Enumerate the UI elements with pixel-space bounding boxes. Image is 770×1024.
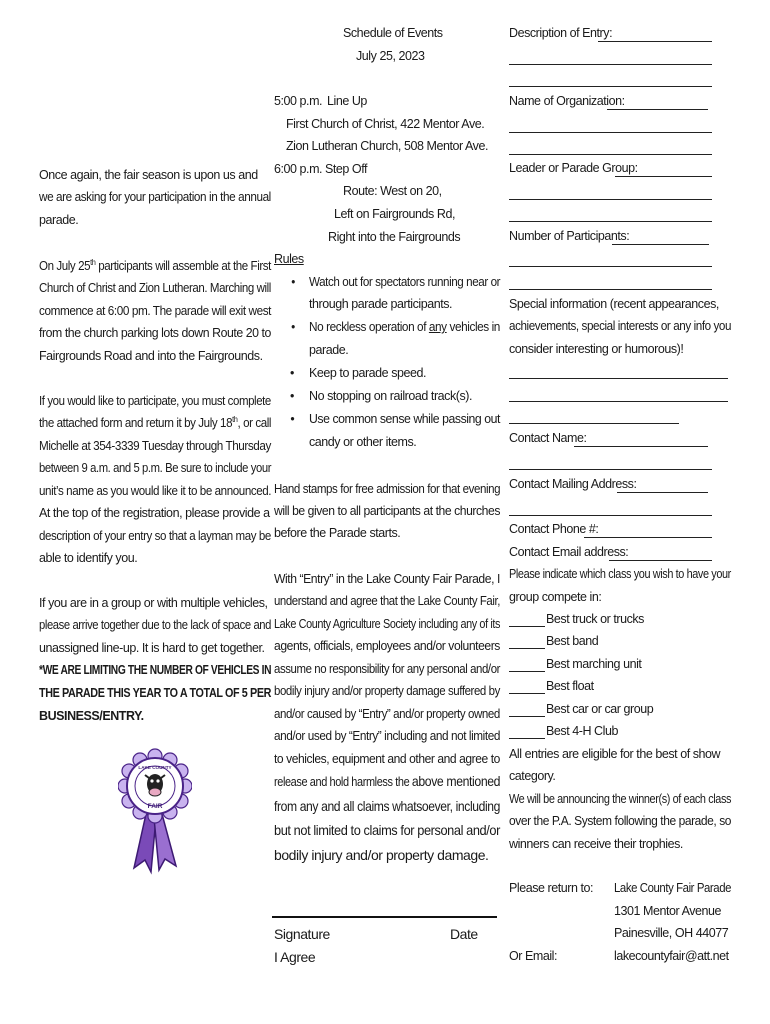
organization-field-line-2[interactable] <box>509 132 712 133</box>
rule-4: • No stopping on railroad track(s). <box>309 385 472 408</box>
return-email[interactable]: lakecountyfair@att.net <box>614 949 729 963</box>
special-info-line-1: Special information (recent appearances, <box>509 297 719 311</box>
signature-label: Signature <box>274 926 330 942</box>
organization-label: Name of Organization: <box>509 94 625 108</box>
special-info-line-2: achievements, special interests or any info you <box>509 319 732 333</box>
intro-p2-line-2: Church of Christ and Zion Lutheran. Marching will <box>39 281 271 295</box>
participants-field-line-3[interactable] <box>509 289 712 290</box>
return-address-line-1: Lake County Fair Parade <box>614 881 732 895</box>
rule-1-line-2: through parade participants. <box>309 297 453 311</box>
rule-5-line-2: candy or other items. <box>309 435 417 449</box>
intro-p3-line-6: At the top of the registration, please provide a <box>39 506 270 520</box>
phone-label: Contact Phone #: <box>509 522 599 536</box>
intro-p4-notice-3: BUSINESS/ENTRY. <box>39 709 144 723</box>
organization-field[interactable] <box>607 109 708 110</box>
description-field-line-3[interactable] <box>509 86 712 87</box>
intro-p3-pre: the attached form and return it by July 18 <box>39 416 233 430</box>
participants-field[interactable] <box>612 244 709 245</box>
organization-field-line-3[interactable] <box>509 154 712 155</box>
intro-p2-post: participants will assemble at the First <box>95 259 271 273</box>
logo-text-bottom: FAIR <box>147 803 163 810</box>
schedule-title: Schedule of Events <box>343 26 443 40</box>
intro-p2-sup: th <box>90 257 96 267</box>
stepoff-time: 6:00 p.m. <box>274 162 323 176</box>
intro-p3-line-2 <box>39 412 271 435</box>
route-line-3: Right into the Fairgrounds <box>328 230 461 244</box>
waiver-line-8: and/or used by “Entry” including and not limited <box>274 729 500 743</box>
intro-p4-notice-1: *WE ARE LIMITING THE NUMBER OF VEHICLES IN <box>39 663 272 677</box>
class-option-1: Best truck or trucks <box>546 612 644 626</box>
class-blank-4[interactable] <box>509 693 545 694</box>
class-instructions-line-1: Please indicate which class you wish to have your <box>509 567 731 581</box>
rule-2-line-2: parade. <box>309 343 349 357</box>
class-option-6: Best 4-H Club <box>546 724 618 738</box>
handstamps-line-2: will be given to all participants at the churches <box>274 504 500 518</box>
rule-1-line-1: • Watch out for spectators running near or <box>309 271 500 294</box>
class-blank-3[interactable] <box>509 671 545 672</box>
class-blank-6[interactable] <box>509 738 545 739</box>
mailing-address-label: Contact Mailing Address: <box>509 477 637 491</box>
rule-2-line-1 <box>309 316 500 339</box>
leader-field-line-2[interactable] <box>509 199 712 200</box>
email-field[interactable] <box>609 560 712 561</box>
intro-p2-line-4: from the church parking lots down Route 20 to <box>39 326 271 340</box>
waiver-line-3: Lake County Agriculture Society including any of its <box>274 617 501 631</box>
rule-2-text-a: No reckless operation of <box>309 320 429 334</box>
announce-line-3: winners can receive their trophies. <box>509 837 683 851</box>
schedule-date: July 25, 2023 <box>356 49 425 63</box>
special-info-field-line-3[interactable] <box>509 423 679 424</box>
fair-ribbon-logo <box>118 748 192 876</box>
intro-p2-line-1 <box>39 255 271 278</box>
ribbon-icon <box>118 748 192 876</box>
waiver-line-1: With “Entry” in the Lake County Fair Parade, I <box>274 572 500 586</box>
participants-label: Number of Participants: <box>509 229 630 243</box>
handstamps-line-1: Hand stamps for free admission for that evening <box>274 482 501 496</box>
special-info-line-3: consider interesting or humorous)! <box>509 342 684 356</box>
intro-p1-line-1: Once again, the fair season is upon us and <box>39 168 258 182</box>
lineup-time: 5:00 p.m. <box>274 94 323 108</box>
class-option-3: Best marching unit <box>546 657 642 671</box>
email-label: Contact Email address: <box>509 545 629 559</box>
special-info-field-line-2[interactable] <box>509 401 728 402</box>
contact-name-label: Contact Name: <box>509 431 587 445</box>
intro-p3-line-4: between 9 a.m. and 5 p.m. Be sure to include your <box>39 461 272 475</box>
contact-name-field-line-2[interactable] <box>509 469 712 470</box>
route-line-2: Left on Fairgrounds Rd, <box>334 207 455 221</box>
intro-p3-line-3: Michelle at 354-3339 Tuesday through Thursday <box>39 439 271 453</box>
class-instructions-line-2: group compete in: <box>509 590 602 604</box>
return-email-label: Or Email: <box>509 949 558 963</box>
class-blank-2[interactable] <box>509 648 545 649</box>
leader-label: Leader or Parade Group: <box>509 161 638 175</box>
class-option-4: Best float <box>546 679 594 693</box>
participants-field-line-2[interactable] <box>509 266 712 267</box>
intro-p2-pre: On July 25 <box>39 259 91 273</box>
intro-p3-sup: th <box>232 414 238 424</box>
waiver-line-13: bodily injury and/or property damage. <box>274 847 489 863</box>
waiver-line-7: and/or caused by “Entry” and/or property owned <box>274 707 500 721</box>
announce-line-2: over the P.A. System following the parade, so <box>509 814 732 828</box>
intro-p2-line-5: Fairgrounds Road and into the Fairgrounds. <box>39 349 263 363</box>
agree-label: I Agree <box>274 949 316 965</box>
rule-5-line-1: • Use common sense while passing out <box>309 408 500 431</box>
leader-field[interactable] <box>615 176 712 177</box>
eligible-line-2: category. <box>509 769 556 783</box>
mailing-address-field[interactable] <box>617 492 708 493</box>
waiver-line-5: assume no responsibility for any personal and/or <box>274 662 501 676</box>
phone-field[interactable] <box>584 537 712 538</box>
waiver-line-10 <box>274 770 500 794</box>
return-address-line-2: 1301 Mentor Avenue <box>614 904 722 918</box>
waiver-line-6: bodily injury and/or property damage suffered by <box>274 684 500 698</box>
handstamps-line-3: before the Parade starts. <box>274 526 401 540</box>
lineup-location-1: First Church of Christ, 422 Mentor Ave. <box>286 117 485 131</box>
class-option-5: Best car or car group <box>546 702 654 716</box>
signature-line[interactable] <box>272 916 497 918</box>
intro-p3-line-8: able to identify you. <box>39 551 138 565</box>
class-option-2: Best band <box>546 634 599 648</box>
return-label: Please return to: <box>509 881 594 895</box>
special-info-field[interactable] <box>509 378 728 379</box>
description-label: Description of Entry: <box>509 26 613 40</box>
intro-p4-notice-2: THE PARADE THIS YEAR TO A TOTAL OF 5 PER <box>39 686 272 700</box>
intro-p3-line-7: description of your entry so that a layman may be <box>39 529 271 543</box>
waiver-line-12: but not limited to claims for personal and/or <box>274 822 500 838</box>
intro-p3-post: , or call <box>237 416 272 430</box>
lineup-label: Line Up <box>327 94 367 108</box>
rule-2-underlined: any <box>428 320 447 334</box>
intro-p1-line-2: we are asking for your participation in the annual <box>39 190 271 204</box>
description-field-line-2[interactable] <box>509 64 712 65</box>
intro-p3-line-1: If you would like to participate, you must complete <box>39 394 271 408</box>
mailing-address-field-line-2[interactable] <box>509 515 712 516</box>
rule-3: • Keep to parade speed. <box>309 362 426 385</box>
intro-p4-line-3: unassigned line-up. It is hard to get together. <box>39 641 265 655</box>
class-blank-1[interactable] <box>509 626 545 627</box>
intro-p4-line-1: If you are in a group or with multiple vehicles, <box>39 596 268 610</box>
waiver-line-10-b: above mentioned <box>411 773 501 789</box>
contact-name-field[interactable] <box>574 446 708 447</box>
return-address-line-3: Painesville, OH 44077 <box>614 926 729 940</box>
rule-2-text-c: vehicles in <box>446 320 500 334</box>
waiver-line-2: understand and agree that the Lake County Fair, <box>274 594 500 608</box>
intro-p1-line-3: parade. <box>39 213 79 227</box>
stepoff-label: Step Off <box>325 162 368 176</box>
waiver-line-11: from any and all claims whatsoever, including <box>274 798 501 814</box>
date-label: Date <box>450 926 478 942</box>
class-blank-5[interactable] <box>509 716 545 717</box>
lineup-location-2: Zion Lutheran Church, 508 Mentor Ave. <box>286 139 489 153</box>
description-field[interactable] <box>598 41 712 42</box>
intro-p3-line-5: unit’s name as you would like it to be announced. <box>39 484 272 498</box>
route-line-1: Route: West on 20, <box>343 184 442 198</box>
eligible-line-1: All entries are eligible for the best of show <box>509 747 721 761</box>
waiver-line-10-a: release and hold harmless the <box>274 775 412 789</box>
intro-p2-line-3: commence at 6:00 pm. The parade will exit west <box>39 304 272 318</box>
waiver-line-9: to vehicles, equipment and other and agree to <box>274 752 500 766</box>
intro-p4-line-2: please arrive together due to the lack of space and <box>39 618 272 632</box>
announce-line-1: We will be announcing the winner(s) of each class <box>509 792 732 806</box>
rules-heading: Rules <box>274 252 304 266</box>
waiver-line-4: agents, officials, employees and/or volunteers <box>274 639 500 653</box>
logo-text-top: LAKE COUNTY <box>138 765 172 770</box>
leader-field-line-3[interactable] <box>509 221 712 222</box>
